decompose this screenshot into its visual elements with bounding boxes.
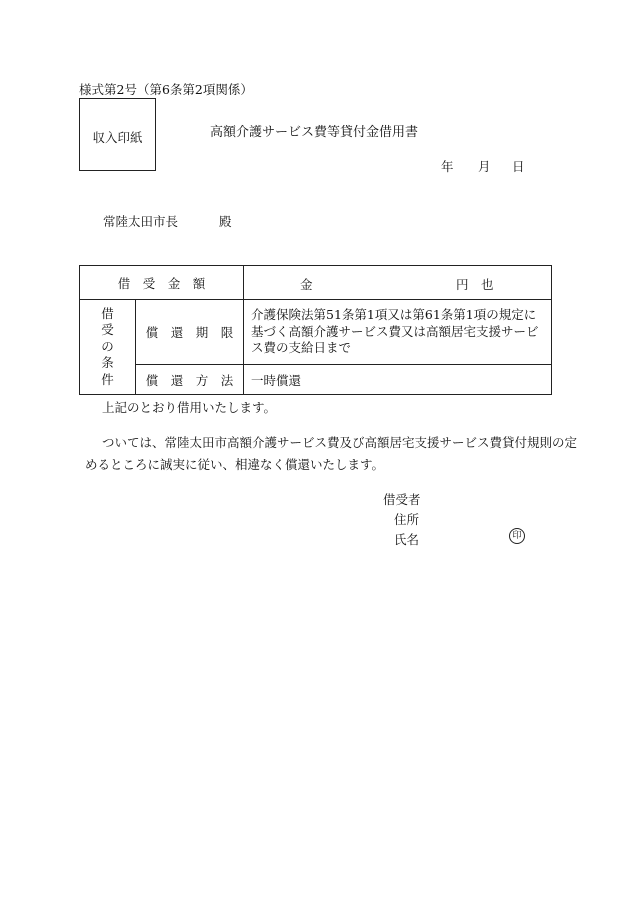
body-text-1: 上記のとおり借用いたします。 [102,400,277,415]
address-label: 住所 [394,512,420,527]
amount-suffix: 円 也 [456,277,494,292]
amount-row [80,266,552,300]
date-month-label: 月 [478,159,491,174]
body-text-2-line2: めるところに誠実に従い、相違なく償還いたします。 [85,457,385,472]
conditions-label [80,300,136,395]
revenue-stamp-label: 収入印紙 [92,130,143,145]
conditions-char: 受 [101,322,114,338]
form-number: 様式第2号（第6条第2項関係） [79,82,253,97]
method-row [80,365,552,395]
amount-prefix: 金 [300,277,313,292]
revenue-stamp-box [79,98,156,171]
amount-label: 借 受 金 額 [80,266,244,300]
date-day-label: 日 [512,159,525,174]
method-value: 一時償還 [244,365,552,395]
borrower-label: 借受者 [383,492,421,507]
period-row [80,300,552,365]
method-label: 償 還 方 法 [136,365,244,395]
addressee: 常陸太田市長 [103,214,179,229]
amount-cell [244,266,552,300]
conditions-char: の [101,338,114,354]
seal-mark: 印 [509,528,525,544]
honorific: 殿 [219,214,232,229]
conditions-char: 条 [101,355,114,371]
conditions-char: 件 [101,371,114,387]
period-value: 介護保険法第51条第1項又は第61条第1項の規定に基づく高額介護サービス費又は高額居宅支援サービス費の支給日まで [244,300,552,365]
period-label: 償 還 期 限 [136,300,244,365]
body-text-2-line1: ついては、常陸太田市高額介護サービス費及び高額居宅支援サービス費貸付規則の定 [102,435,578,450]
conditions-char: 借 [101,305,114,321]
loan-table [79,265,552,395]
name-label: 氏名 [394,532,420,547]
date-year-label: 年 [441,159,454,174]
document-title: 高額介護サービス費等貸付金借用書 [210,125,419,140]
